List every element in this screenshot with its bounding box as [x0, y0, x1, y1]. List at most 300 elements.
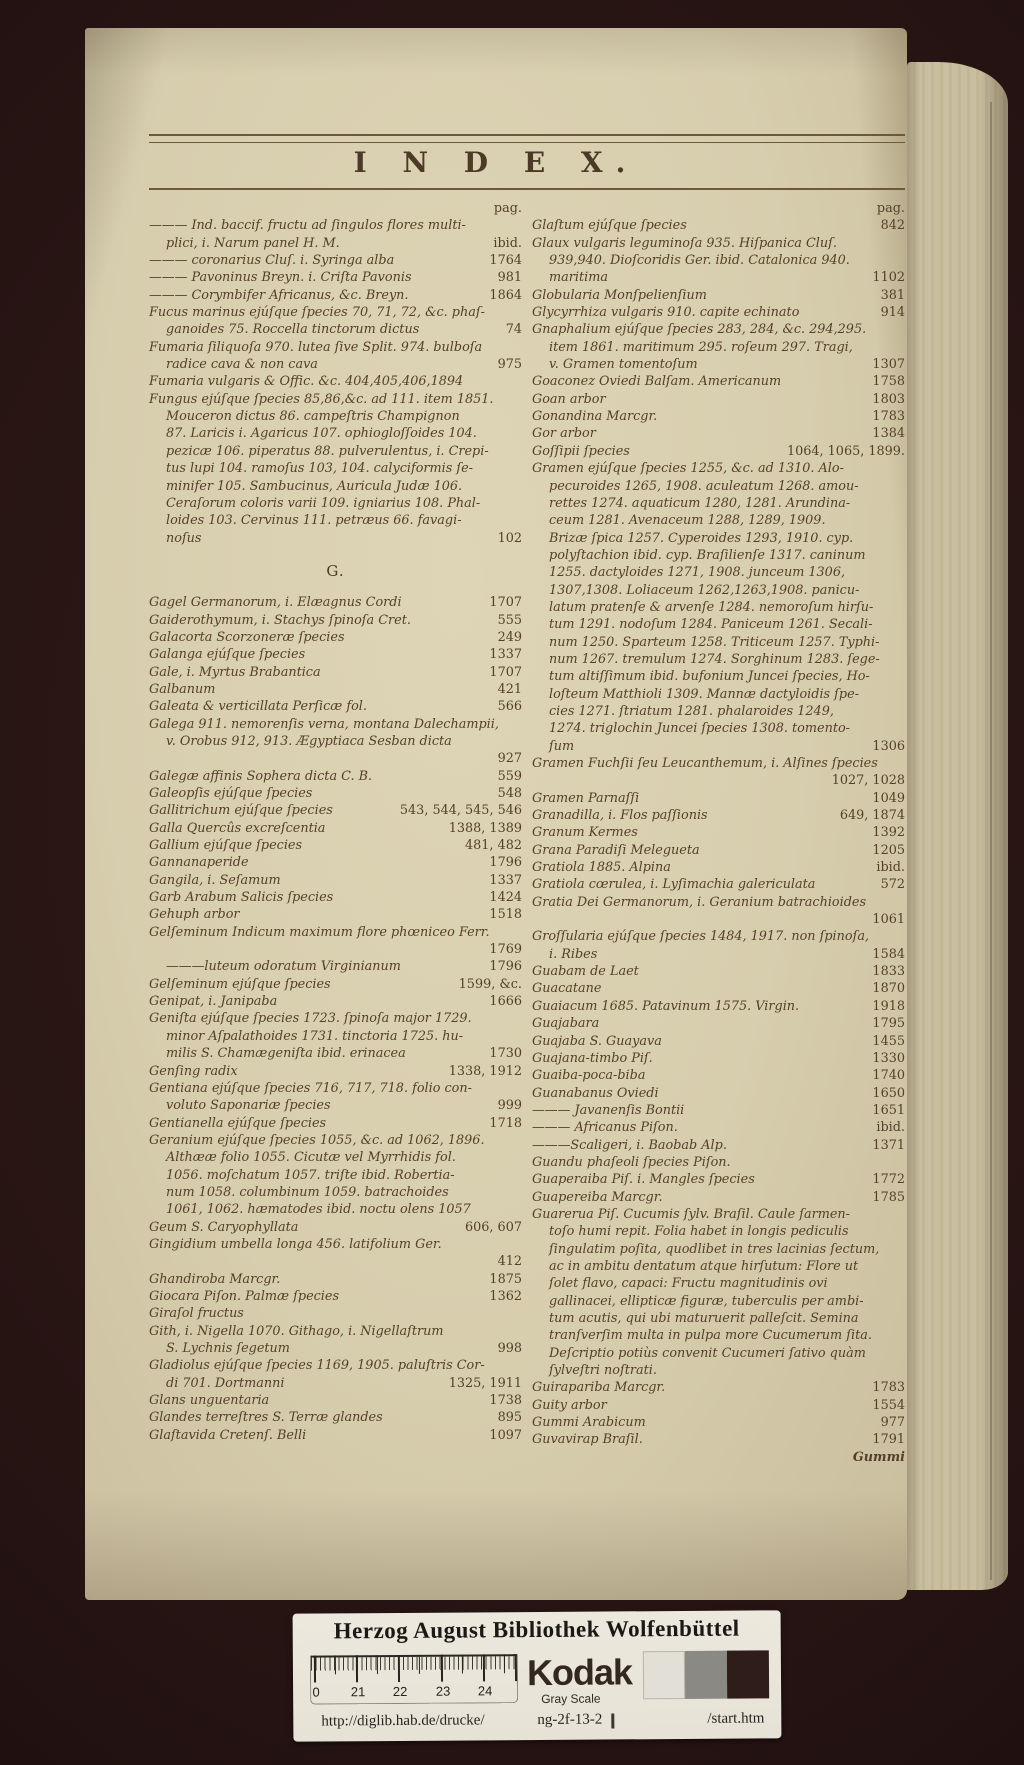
- index-entry-line: [149, 1253, 522, 1270]
- entry-text: Guajabara: [532, 1016, 600, 1032]
- entry-page-number: 381: [880, 287, 905, 303]
- entry-text: Galega 911. nemorenſis verna, montana Dalechampii,: [149, 716, 499, 732]
- entry-page-number: 1338, 1912: [448, 1063, 522, 1079]
- entry-text: pezicæ 106. piperatus 88. pulverulentus, i. Crepi-: [166, 443, 489, 459]
- entry-text: latum pratenſe & arvenſe 1284. nemoroſum hirſu-: [549, 599, 874, 615]
- index-entry-line: [532, 530, 905, 547]
- entry-page-number: 975: [497, 357, 522, 373]
- index-entry-line: [532, 547, 905, 564]
- entry-text: 87. Laricis i. Agaricus 107. ophiogloſſoides 104.: [166, 426, 477, 442]
- entry-page-number: 1666: [489, 994, 522, 1010]
- index-entry-line: [149, 854, 522, 871]
- index-entry-line: [532, 1119, 905, 1136]
- entry-text: num 1058. columbinum 1059. batrachoides: [166, 1184, 449, 1200]
- ruler-major-tick: [483, 1654, 485, 1681]
- index-entry-line: [149, 785, 522, 802]
- index-entry-line: [532, 460, 905, 477]
- entry-text: v. Gramen tomentoſum: [549, 357, 698, 373]
- entry-text: 1307,1308. Loliaceum 1262,1263,1908. panicu-: [549, 582, 860, 598]
- entry-text: Gentianella ejúſque ſpecies: [149, 1115, 327, 1131]
- index-entry-line: [532, 235, 905, 252]
- entry-text: Guity arbor: [532, 1397, 607, 1413]
- index-entry-line: [532, 1085, 905, 1102]
- index-entry-line: [149, 1271, 522, 1288]
- entry-text: Guvavirap Braſil.: [532, 1432, 643, 1448]
- index-entry-line: [532, 1379, 905, 1396]
- index-entry-line: [532, 1154, 905, 1171]
- entry-page-number: 998: [497, 1341, 522, 1356]
- entry-text: cies 1271. ſtriatum 1281. phalaroides 1249,: [549, 703, 834, 719]
- entry-page-number: 914: [880, 305, 905, 321]
- entry-page-number: 927: [497, 751, 522, 767]
- index-entry-line: [149, 478, 522, 495]
- index-entry-line: [532, 1310, 905, 1327]
- entry-text: plici, i. Narum panel H. M.: [166, 235, 340, 251]
- entry-page-number: 649, 1874: [839, 808, 905, 824]
- entry-text: Genipat, i. Janipaba: [149, 994, 278, 1010]
- entry-text: toſo humi repit. Folia habet in longis pediculis: [549, 1224, 849, 1240]
- entry-text: Fucus marinus ejúſque ſpecies 70, 71, 72, &c. phaſ-: [149, 305, 485, 321]
- index-entry-line: [149, 716, 522, 733]
- entry-text: ——— Africanus Piſon.: [532, 1120, 678, 1136]
- index-entry-line: [532, 425, 905, 442]
- index-entry-line: [532, 1414, 905, 1431]
- entry-text: rettes 1274. aquaticum 1280, 1281. Arundina-: [549, 495, 851, 511]
- entry-page-number: 1783: [872, 409, 905, 425]
- entry-text: Guapereiba Marcgr.: [532, 1189, 663, 1205]
- entry-text: Gramen Fuchſii ſeu Leucanthemum, i. Alſines ſpecies: [532, 756, 878, 771]
- ruler-major-tick: [441, 1655, 443, 1682]
- label-url-row: [293, 1710, 781, 1730]
- index-entry-line: [149, 594, 522, 611]
- entry-page-number: 412: [497, 1254, 522, 1270]
- entry-text: Goaconez Oviedi Balſam. Americanum: [532, 374, 782, 390]
- entry-page-number: 566: [497, 699, 522, 715]
- index-entry-line: [532, 304, 905, 321]
- index-entry-line: [532, 1137, 905, 1154]
- index-entry-line: [532, 1189, 905, 1206]
- entry-page-number: 1870: [872, 981, 905, 997]
- entry-text: Gratiola 1885. Alpina: [532, 860, 671, 876]
- entry-page-number: 1730: [489, 1046, 522, 1062]
- entry-page-number: 1875: [489, 1271, 522, 1287]
- entry-text: ganoides 75. Roccella tinctorum dictus: [166, 322, 420, 338]
- entry-text: Gehuph arbor: [149, 907, 240, 923]
- index-entry-line: [532, 1258, 905, 1275]
- index-entry-line: [532, 1067, 905, 1084]
- index-entry-line: [532, 876, 905, 893]
- entry-text: Guarerua Piſ. Cucumis ſylv. Braſil. Caule ſarmen-: [532, 1206, 850, 1222]
- ruler-mid-tick: [377, 1655, 378, 1674]
- entry-text: Gelſeminum ejúſque ſpecies: [149, 976, 331, 992]
- ruler-mid-tick: [462, 1655, 463, 1674]
- index-entry-line: [149, 339, 522, 356]
- entry-text: Gratia Dei Germanorum, i. Geranium batrachioides: [532, 894, 867, 910]
- entry-text: tranſverſim multa in pulpa more Cucumerum ſita.: [549, 1328, 872, 1344]
- index-entry-line: [532, 443, 905, 460]
- kodak-logo: Kodak: [526, 1651, 633, 1694]
- index-entry-line: [149, 321, 522, 338]
- entry-text: i. Ribes: [549, 946, 598, 962]
- index-entry-line: [149, 889, 522, 906]
- entry-text: radice cava & non cava: [166, 357, 318, 373]
- entry-text: Galegæ affinis Sophera dicta C. B.: [149, 768, 373, 784]
- entry-text: Granadilla, i. Flos paſſionis: [532, 808, 708, 824]
- library-label: [293, 1610, 782, 1741]
- ruler-number: 22: [392, 1683, 408, 1700]
- entry-page-number: Gummi: [852, 1449, 905, 1465]
- entry-text: Ceraſorum coloris varii 109. igniarius 108. Phal-: [166, 495, 481, 511]
- entry-page-number: 555: [497, 612, 522, 628]
- entry-text: Galeata & verticillata Perſicæ fol.: [149, 699, 367, 715]
- index-entry-line: [532, 859, 905, 876]
- gray-scale-patch-white: [643, 1651, 685, 1699]
- index-entry-line: [149, 1010, 522, 1027]
- index-entry-line: [149, 1097, 522, 1114]
- entry-text: 1056. moſchatum 1057. triſte ibid. Robertia-: [166, 1167, 455, 1183]
- entry-text: Guaiba-poca-biba: [532, 1068, 646, 1084]
- entry-page-number: 1758: [872, 374, 905, 390]
- entry-text: Gor arbor: [532, 426, 596, 442]
- entry-page-number: 1064, 1065, 1899.: [786, 443, 905, 459]
- entry-page-number: 1205: [872, 842, 905, 858]
- entry-text: ——— Ind. baccif. fructu ad ſingulos flores multi-: [149, 218, 466, 234]
- entry-text: ac in ambitu dentatum atque hirſutum: Flore ut: [549, 1258, 859, 1274]
- entry-text: ——— coronarius Cluſ. i. Syringa alba: [149, 253, 395, 269]
- index-entry-line: [532, 998, 905, 1015]
- index-entry-line: [149, 495, 522, 512]
- index-entry-line: [532, 1171, 905, 1188]
- entry-page-number: 1384: [872, 426, 905, 442]
- index-entry-line: [149, 287, 522, 304]
- entry-page-number: 1371: [872, 1137, 905, 1153]
- entry-page-number: 1785: [872, 1189, 905, 1205]
- entry-page-number: 1102: [872, 270, 905, 286]
- index-entry-line: [149, 924, 522, 941]
- entry-page-number: 1554: [872, 1397, 905, 1413]
- index-entry-line: [532, 755, 905, 772]
- entry-text: minifer 105. Sambucinus, Auricula Judæ 106.: [166, 478, 463, 494]
- index-entry-line: [149, 820, 522, 837]
- entry-page-number: 1424: [489, 890, 522, 906]
- entry-page-number: 1791: [872, 1432, 905, 1448]
- entry-page-number: 1740: [872, 1068, 905, 1084]
- index-entry-line: [532, 651, 905, 668]
- index-entry-line: [149, 391, 522, 408]
- entry-text: pecuroides 1265, 1908. aculeatum 1268. amou-: [549, 478, 859, 494]
- index-entry-line: [149, 768, 522, 785]
- entry-text: Galla Quercûs excreſcentia: [149, 820, 326, 836]
- entry-text: Galeopſis ejúſque ſpecies: [149, 786, 313, 801]
- gray-scale-patch-dark: [727, 1650, 769, 1698]
- index-entry-line: [532, 980, 905, 997]
- index-entry-line: [532, 1327, 905, 1344]
- entry-page-number: 1783: [872, 1380, 905, 1396]
- entry-page-number: 421: [497, 681, 522, 697]
- index-entry-line: [532, 339, 905, 356]
- gray-scale-label: Gray Scale: [541, 1691, 601, 1706]
- entry-text: Glandes terreſtres S. Terræ glandes: [149, 1410, 383, 1426]
- shelfmark: ng-2f-13-2: [537, 1711, 603, 1728]
- index-entry-line: [149, 976, 522, 993]
- entry-page-number: 1599, &c.: [458, 976, 522, 992]
- index-entry-line: [532, 634, 905, 651]
- entry-text: Galacorta Scorzoneræ ſpecies: [149, 629, 345, 645]
- section-letter-header: G.: [326, 561, 345, 580]
- entry-page-number: 1651: [872, 1102, 905, 1118]
- index-entry-line: [532, 1275, 905, 1292]
- entry-text: ceum 1281. Avenaceum 1288, 1289, 1909.: [549, 513, 826, 529]
- index-entry-line: [532, 408, 905, 425]
- entry-text: Gale, i. Myrtus Brabantica: [149, 664, 321, 680]
- entry-page-number: 1833: [872, 964, 905, 980]
- index-right-column: [532, 200, 905, 1466]
- entry-text: Glycyrrhiza vulgaris 910. capite echinato: [532, 305, 800, 321]
- index-entry-line: [532, 1362, 905, 1379]
- index-entry-line: [532, 356, 905, 373]
- entry-page-number: 981: [497, 270, 522, 286]
- entry-page-number: 1796: [489, 855, 522, 871]
- index-entry-line: [149, 1236, 522, 1253]
- entry-page-number: 74: [505, 322, 522, 338]
- entry-text: Glans unguentaria: [149, 1393, 270, 1409]
- entry-page-number: 1518: [489, 907, 522, 923]
- ruler-major-tick: [356, 1655, 358, 1682]
- gray-scale-patch-gray: [685, 1651, 727, 1699]
- entry-page-number: 1650: [872, 1085, 905, 1101]
- entry-text: 1274. triglochin Juncei ſpecies 1308. tomento-: [549, 721, 851, 737]
- entry-page-number: 1330: [872, 1050, 905, 1066]
- entry-text: tum 1291. nodoſum 1284. Paniceum 1261. Secali-: [549, 617, 873, 633]
- index-entry-line: [532, 946, 905, 963]
- ruler-mid-tick: [419, 1655, 420, 1674]
- index-entry-line: [532, 668, 905, 685]
- index-entry-line: [149, 612, 522, 629]
- index-entry-line: [149, 425, 522, 442]
- index-entry-line: [532, 842, 905, 859]
- entry-text: Granum Kermes: [532, 825, 638, 841]
- entry-text: Brizæ ſpica 1257. Cyperoides 1293, 1910. cyp.: [549, 530, 854, 546]
- entry-text: ſylveſtri noſtrati.: [549, 1363, 657, 1379]
- entry-page-number: 1772: [872, 1172, 905, 1188]
- index-entry-line: [149, 733, 522, 750]
- entry-text: Gramen Parnaſſi: [532, 790, 640, 806]
- index-entry-line: [149, 1201, 522, 1218]
- entry-text: Glaux vulgaris leguminoſa 935. Hiſpanica Cluſ.: [532, 235, 837, 251]
- entry-page-number: 1049: [872, 790, 905, 806]
- index-entry-line: [149, 408, 522, 425]
- index-entry-line: [149, 941, 522, 958]
- ruler-number: 21: [350, 1684, 366, 1700]
- entry-text: Gith, i. Nigella 1070. Githago, i. Nigellaſtrum: [149, 1323, 444, 1339]
- entry-page-number: 1097: [489, 1427, 522, 1443]
- index-entry-line: [149, 837, 522, 854]
- entry-text: Gannanaperide: [149, 855, 249, 871]
- index-entry-line: [149, 1340, 522, 1357]
- entry-page-number: 1362: [489, 1288, 522, 1304]
- entry-text: 939,940. Dioſcoridis Ger. ibid. Catalonica 940.: [549, 253, 850, 269]
- index-entry-line: [149, 750, 522, 767]
- index-entry-line: [532, 686, 905, 703]
- index-entry-line: [149, 356, 522, 373]
- entry-text: Guaperaiba Piſ. i. Mangles ſpecies: [532, 1172, 755, 1188]
- index-entry-line: [532, 252, 905, 269]
- entry-text: ——— Pavoninus Breyn. i. Criſta Pavonis: [149, 270, 412, 286]
- index-entry-line: [149, 1219, 522, 1236]
- index-entry-line: [149, 304, 522, 321]
- entry-page-number: 102: [497, 530, 522, 546]
- entry-page-number: 543, 544, 545, 546: [399, 803, 522, 819]
- entry-text: 1255. dactyloides 1271, 1908. junceum 1306,: [549, 565, 846, 581]
- index-entry-line: [149, 664, 522, 681]
- index-entry-line: [149, 460, 522, 477]
- entry-text: tum acutis, qui ubi maturuerit palleſcit. Semina: [549, 1311, 859, 1326]
- separator-bar: [611, 1713, 614, 1728]
- entry-text: loides 103. Cervinus 111. petræus 66. favagi-: [166, 513, 462, 529]
- entry-page-number: 842: [880, 218, 905, 234]
- index-entry-line: [149, 1357, 522, 1374]
- entry-text: Garb Arabum Salicis ſpecies: [149, 890, 334, 906]
- entry-page-number: 1707: [489, 664, 522, 680]
- entry-text: Geniſta ejúſque ſpecies 1723. ſpinoſa major 1729.: [149, 1011, 472, 1027]
- entry-page-number: 1337: [489, 872, 522, 888]
- entry-page-number: 249: [497, 629, 522, 645]
- entry-text: ——— Javanenſis Bontii: [532, 1102, 685, 1118]
- entry-text: Goſſipii ſpecies: [532, 443, 630, 459]
- index-entry-line: [532, 703, 905, 720]
- index-entry-line: [532, 1102, 905, 1119]
- entry-text: polyſtachion ibid. cyp. Braſilienſe 1317. caninum: [549, 547, 866, 563]
- entry-text: Giocara Piſon. Palmæ ſpecies: [149, 1288, 340, 1304]
- index-entry-line: [532, 928, 905, 945]
- book-page: [85, 28, 907, 1600]
- ruler-number: 24: [477, 1683, 493, 1699]
- entry-page-number: 606, 607: [465, 1219, 522, 1235]
- index-entry-line: [149, 530, 522, 547]
- entry-page-number: ibid.: [876, 860, 905, 876]
- entry-text: Groſſularia ejúſque ſpecies 1484, 1917. non ſpinoſa,: [532, 929, 870, 945]
- entry-page-number: 1769: [489, 942, 522, 958]
- entry-page-number: 1795: [872, 1016, 905, 1032]
- entry-page-number: 1803: [872, 391, 905, 407]
- entry-text: 1061, 1062. hæmatodes ibid. noctu olens 1057: [166, 1202, 471, 1218]
- entry-text: Ghandiroba Marcgr.: [149, 1271, 281, 1287]
- entry-text: Gelſeminum Indicum maximum flore phœniceo Ferr.: [149, 924, 490, 940]
- ruler-mid-tick: [335, 1655, 336, 1674]
- index-entry-line: [532, 217, 905, 234]
- ruler-number: 23: [435, 1683, 451, 1699]
- ruler-major-tick: [398, 1655, 400, 1682]
- entry-text: milis S. Chamægeniſta ibid. erinacea: [166, 1046, 406, 1062]
- index-entry-line: [149, 1427, 522, 1444]
- index-entry-line: [149, 373, 522, 390]
- entry-page-number: 1337: [489, 647, 522, 663]
- entry-text: Gladiolus ejúſque ſpecies 1169, 1905. paluſtris Cor-: [149, 1358, 485, 1374]
- entry-page-number: 1864: [489, 287, 522, 303]
- ruler-minor-ticks: [311, 1654, 517, 1670]
- index-entry-line: [532, 1033, 905, 1050]
- entry-text: Galanga ejúſque ſpecies: [149, 647, 306, 663]
- entry-text: Fumaria vulgaris & Offic. &c. 404,405,406,1894: [149, 374, 464, 390]
- entry-text: num 1267. tremulum 1274. Sorghinum 1283. ſege-: [549, 651, 880, 667]
- index-columns: [149, 200, 905, 1466]
- entry-page-number: 1392: [872, 825, 905, 841]
- entry-text: Gummi Arabicum: [532, 1415, 646, 1431]
- entry-text: num 1250. Sparteum 1258. Triticeum 1257. Typhi-: [549, 634, 880, 650]
- entry-text: Galbanum: [149, 681, 216, 697]
- index-entry-line: [149, 1392, 522, 1409]
- index-entry-line: [532, 1241, 905, 1258]
- index-entry-line: [532, 807, 905, 824]
- index-entry-line: [532, 1397, 905, 1414]
- entry-page-number: 977: [880, 1415, 905, 1431]
- index-entry-line: [532, 824, 905, 841]
- index-entry-line: [149, 1323, 522, 1340]
- entry-page-number: 1306: [872, 738, 905, 754]
- entry-page-number: 548: [497, 786, 522, 801]
- index-entry-line: [532, 963, 905, 980]
- entry-text: ſingulatim poſita, quodlibet in tres lacinias ſectum,: [549, 1241, 880, 1257]
- index-entry-line: [532, 512, 905, 529]
- catchword-line: [532, 1449, 905, 1466]
- entry-text: Guandu phaſeoli ſpecies Piſon.: [532, 1154, 731, 1170]
- entry-text: Gentiana ejúſque ſpecies 716, 717, 718. folio con-: [149, 1080, 472, 1096]
- index-entry-line: [149, 1080, 522, 1097]
- index-entry-line: [149, 958, 522, 975]
- entry-text: Gaiderothymum, i. Stachys ſpinoſa Cret.: [149, 612, 411, 628]
- index-entry-line: [532, 1050, 905, 1067]
- entry-text: Guabam de Laet: [532, 964, 639, 980]
- index-entry-line: [149, 993, 522, 1010]
- entry-text: Globularia Monſpelienſium: [532, 287, 707, 303]
- entry-page-number: 1584: [872, 946, 905, 962]
- entry-text: maritima: [549, 270, 608, 286]
- entry-page-number: 999: [497, 1098, 522, 1114]
- entry-text: Glaſtavida Cretenſ. Belli: [149, 1427, 307, 1443]
- entry-text: ——— Corymbifer Africanus, &c. Breyn.: [149, 287, 409, 303]
- index-entry-line: [149, 872, 522, 889]
- index-entry-line: [532, 616, 905, 633]
- entry-text: Gramen ejúſque ſpecies 1255, &c. ad 1310. Alo-: [532, 461, 844, 477]
- entry-text: Goan arbor: [532, 391, 606, 407]
- index-entry-line: [532, 1345, 905, 1362]
- digitization-url: http://diglib.hab.de/drucke/: [321, 1712, 485, 1730]
- entry-text: Mouceron dictus 86. campeſtris Champignon: [166, 409, 460, 425]
- entry-text: loſteum Matthioli 1309. Mannæ dactyloidis ſpe-: [549, 686, 860, 702]
- entry-text: Fumaria ſiliquoſa 970. lutea ſive Split. 974. bulboſa: [149, 339, 483, 355]
- index-entry-line: [532, 373, 905, 390]
- header-rule: [149, 188, 905, 190]
- index-entry-line: [532, 200, 905, 217]
- index-entry-line: [532, 720, 905, 737]
- entry-page-number: 1388, 1389: [448, 820, 522, 836]
- entry-text: Guajana-timbo Piſ.: [532, 1050, 653, 1066]
- entry-text: Giraſol fructus: [149, 1306, 244, 1322]
- entry-page-number: 1027, 1028: [831, 773, 905, 789]
- entry-page-number: ibid.: [876, 1120, 905, 1136]
- measurement-ruler: [310, 1654, 518, 1704]
- index-entry-line: [532, 269, 905, 286]
- entry-text: ſum: [549, 738, 575, 754]
- entry-text: Grana Paradiſi Melegueta: [532, 842, 700, 858]
- index-entry-line: [532, 1431, 905, 1448]
- entry-text: Gallium ejúſque ſpecies: [149, 838, 303, 854]
- index-entry-line: [532, 287, 905, 304]
- index-entry-line: [149, 1167, 522, 1184]
- ruler-major-tick: [314, 1656, 316, 1683]
- entry-text: Geranium ejúſque ſpecies 1055, &c. ad 1062, 1896.: [149, 1132, 485, 1148]
- entry-page-number: 1061: [872, 912, 905, 928]
